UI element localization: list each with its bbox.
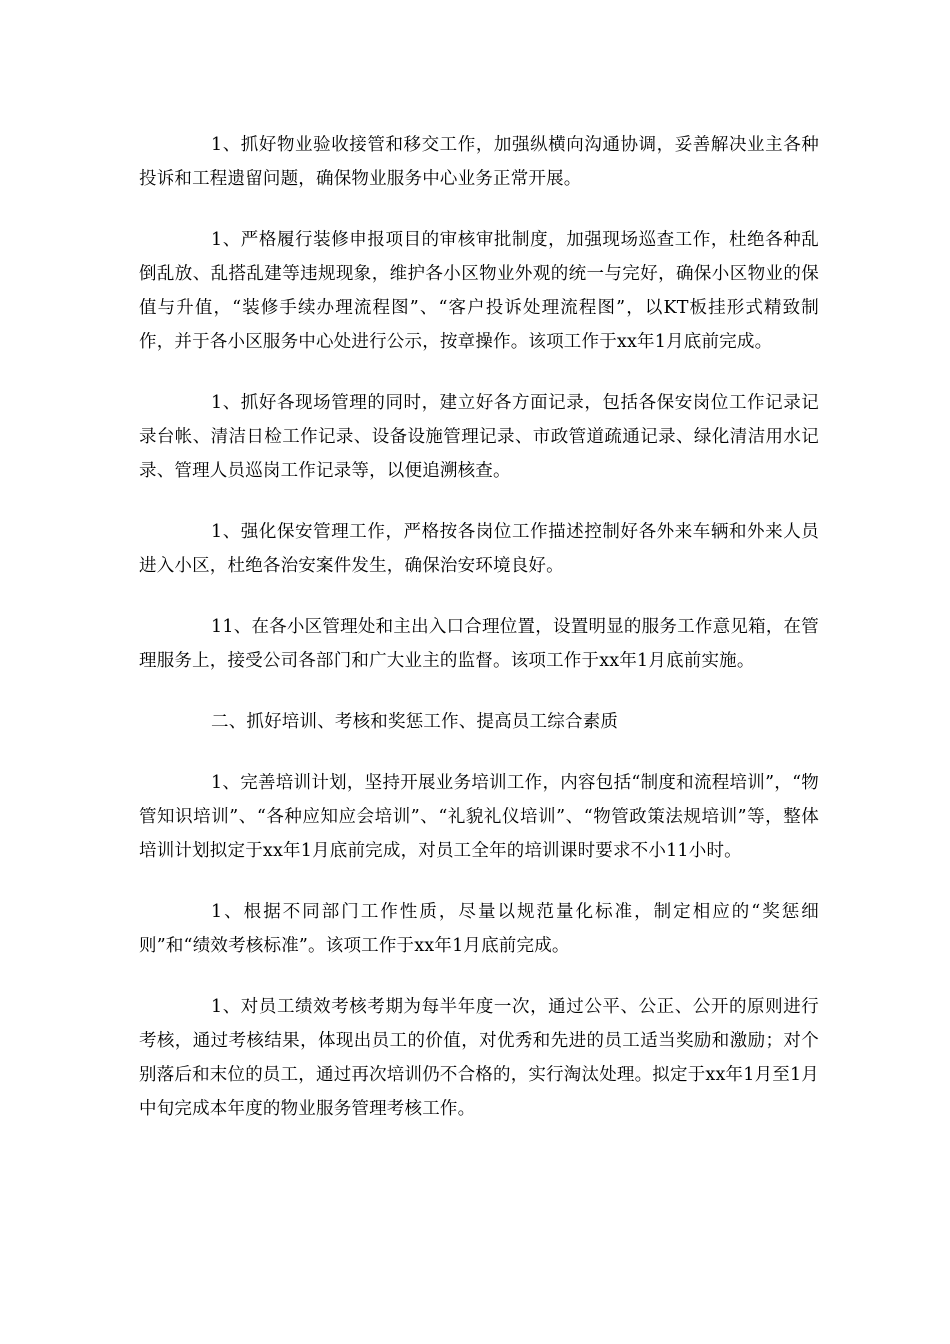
paragraph-site-records: 1、抓好各现场管理的同时，建立好各方面记录，包括各保安岗位工作记录记录台帐、清洁日检工作记录、设备设施管理记录、市政管道疏通记录、绿化清洁用水记录、管理人员巡岗工作记录等，以便追溯核查。 bbox=[139, 393, 819, 481]
paragraph-training-plan: 1、完善培训计划，坚持开展业务培训工作，内容包括“制度和流程培训”，“物管知识培训”、“各种应知应会培训”、“礼貌礼仪培训”、“物管政策法规培训”等，整体培训计划拟定于xx年1月底前完成，对员工全年的培训课时要求不小11小时。 bbox=[139, 773, 819, 861]
paragraph-handover: 1、抓好物业验收接管和移交工作，加强纵横向沟通协调，妥善解决业主各种投诉和工程遗留问题，确保物业服务中心业务正常开展。 bbox=[139, 135, 819, 189]
paragraph-performance-review: 1、对员工绩效考核考期为每半年度一次，通过公平、公正、公开的原则进行考核，通过考核结果，体现出员工的价值，对优秀和先进的员工适当奖励和激励；对个别落后和末位的员工，通过再次培训仍不合格的，实行淘汰处理。拟定于xx年1月至1月中旬完成本年度的物业服务管理考核工作。 bbox=[139, 997, 820, 1119]
paragraph-reward-rules: 1、根据不同部门工作性质，尽量以规范量化标准，制定相应的“奖惩细则”和“绩效考核标准”。该项工作于xx年1月底前完成。 bbox=[139, 902, 819, 956]
paragraph-security: 1、强化保安管理工作，严格按各岗位工作描述控制好各外来车辆和外来人员进入小区，杜绝各治安案件发生，确保治安环境良好。 bbox=[139, 522, 819, 576]
section-heading-training: 二、抓好培训、考核和奖惩工作、提高员工综合素质 bbox=[211, 712, 619, 732]
paragraph-renovation-review: 1、严格履行装修申报项目的审核审批制度，加强现场巡查工作，杜绝各种乱倒乱放、乱搭乱建等违规现象，维护各小区物业外观的统一与完好，确保小区物业的保值与升值，“装修手续办理流程图”、“客户投诉处理流程图”，以KT板挂形式精致制作，并于各小区服务中心处进行公示，按章操作。该项工作于xx年1月底前完成。 bbox=[139, 230, 819, 352]
paragraph-suggestion-box: 11、在各小区管理处和主出入口合理位置，设置明显的服务工作意见箱，在管理服务上，接受公司各部门和广大业主的监督。该项工作于xx年1月底前实施。 bbox=[139, 617, 819, 671]
document-body bbox=[139, 128, 819, 1153]
